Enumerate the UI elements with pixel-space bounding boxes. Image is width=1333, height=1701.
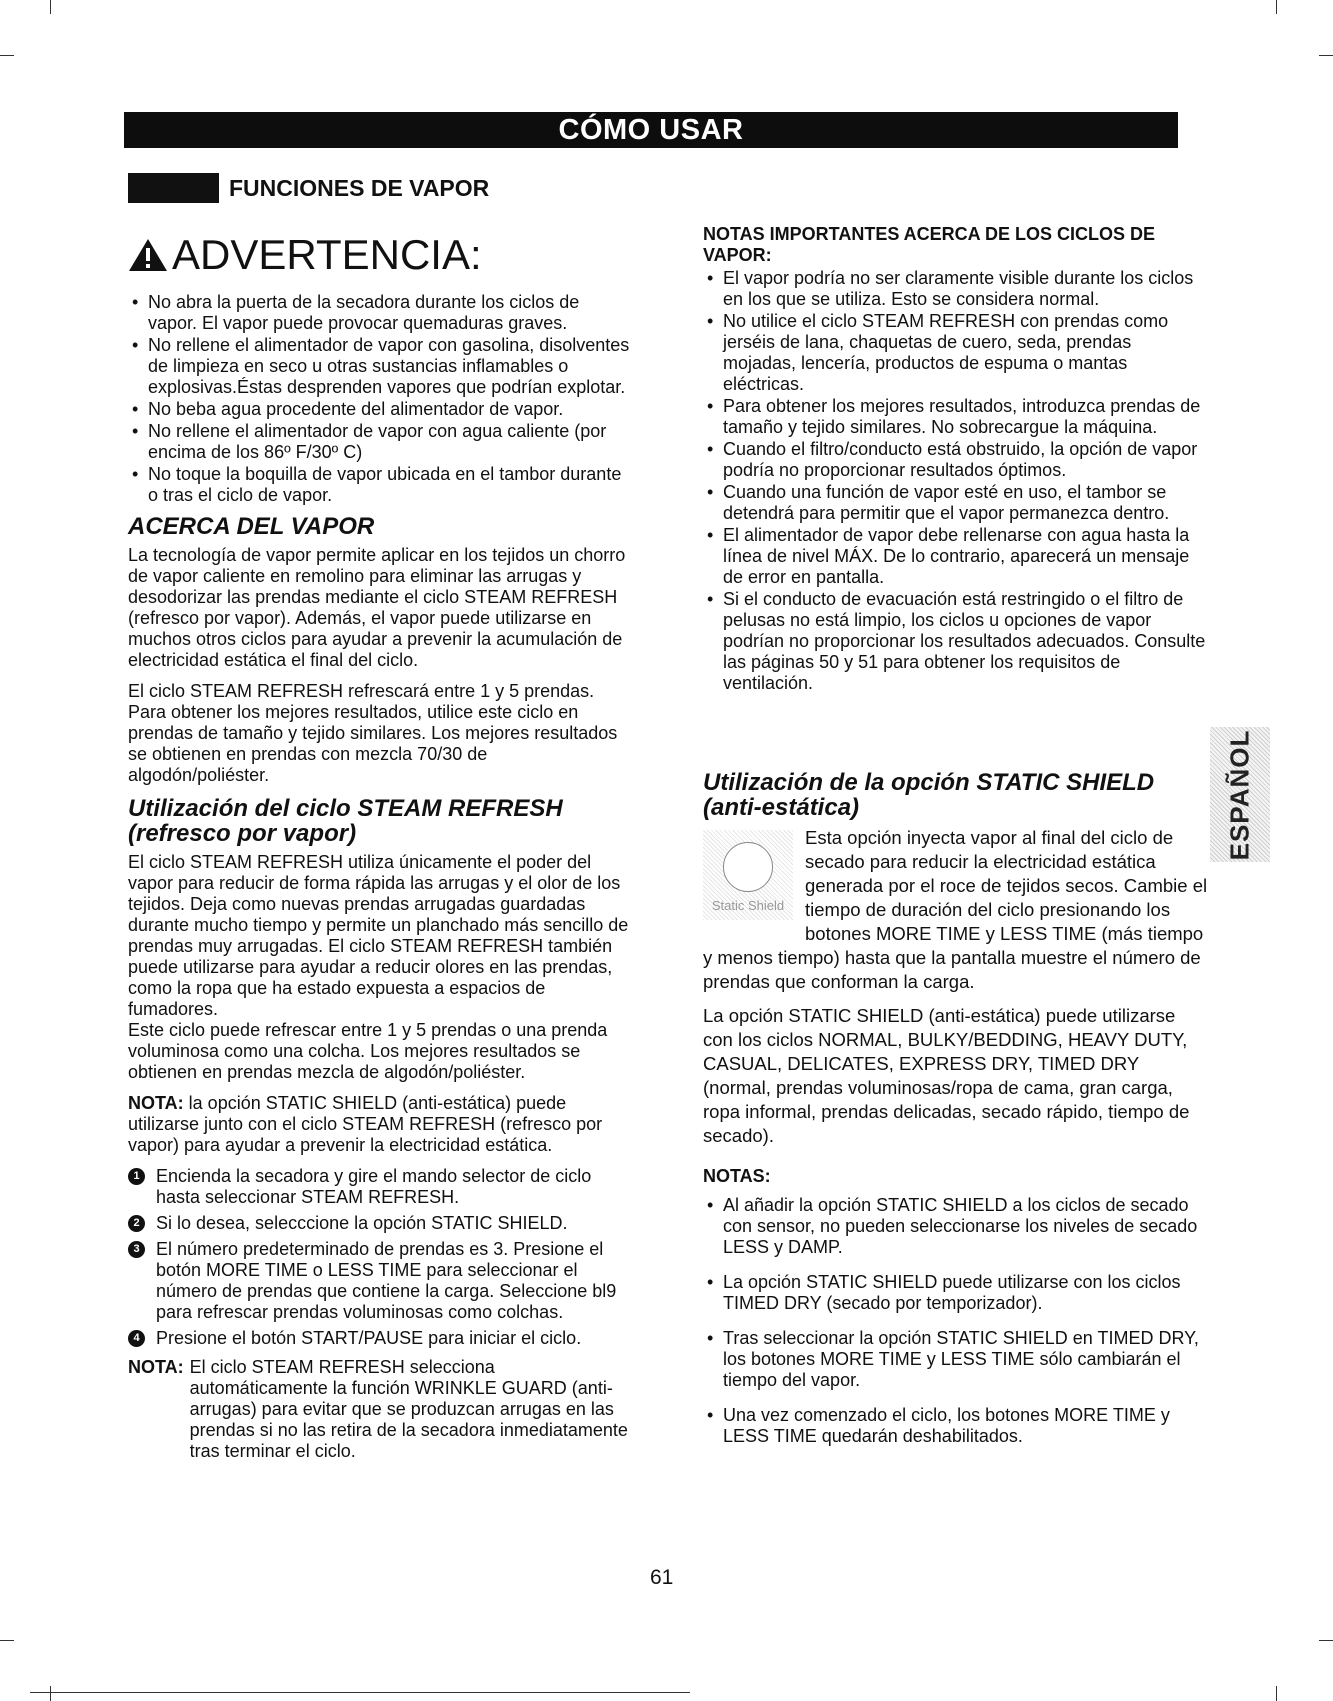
section-title: FUNCIONES DE VAPOR — [229, 174, 490, 201]
static-shield-paragraph: La opción STATIC SHIELD (anti-estática) puede utilizarse con los ciclos NORMAL, BULKY/BEDDING, HEAVY DUTY, CASUAL, DELICATES, EXPRESS DRY, TIMED DRY (normal, prendas voluminosas/ropa de cama, gran carga, ropa informal, prendas delicadas, secado rápido, tiempo de secado). — [703, 1005, 1190, 1146]
wrinkle-guard-note — [128, 1357, 632, 1462]
page-number: 61 — [650, 1566, 674, 1589]
page-banner: CÓMO USAR — [124, 112, 1178, 148]
note-item: • Si el conducto de evacuación está restringido o el filtro de pelusas no está limpio, los ciclos u opciones de vapor podrían no proporcionar los resultados adecuados. Consulte las páginas 50 y 51 para obtener los requisitos de ventilación. — [703, 589, 1208, 694]
static-shield-icon — [703, 830, 793, 920]
note-label: NOTA: — [128, 1357, 184, 1377]
warning-item: • No toque la boquilla de vapor ubicada en el tambor durante o tras el ciclo de vapor. — [128, 464, 632, 506]
note-item: • Cuando el filtro/conducto está obstruido, la opción de vapor podría no proporcionar resultados óptimos. — [703, 439, 1208, 481]
warning-heading — [128, 232, 632, 278]
steam-refresh-p2: Este ciclo puede refrescar entre 1 y 5 prendas o una prenda voluminosa como una colcha. Los mejores resultados se obtienen en prendas mezcla de algodón/poliéster. — [128, 1020, 608, 1082]
note-item: • Para obtener los mejores resultados, introduzca prendas de tamaño y tejido similares. No sobrecargue la máquina. — [703, 396, 1208, 438]
crop-mark — [1276, 0, 1277, 14]
left-column — [128, 232, 632, 1462]
static-shield-intro — [703, 826, 1208, 1004]
static-shield-icon-label: Static Shield — [711, 898, 785, 913]
step-text: Encienda la secadora y gire el mando selector de ciclo hasta seleccionar STEAM REFRESH. — [156, 1166, 592, 1207]
language-tab-label: ESPAÑOL — [1224, 729, 1255, 860]
static-shield-paragraph: Esta opción inyecta vapor al final del ciclo de secado para reducir la electricidad estática generada por el roce de tejidos secos. Cambie el tiempo de duración del ciclo presionando los botones MORE TIME y LESS TIME (más tiempo y menos tiempo) hasta que la pantalla muestre el número de prendas que conforman la carga. — [703, 827, 1208, 992]
right-column — [703, 224, 1208, 1461]
section-marker — [128, 173, 219, 203]
step-text: Si lo desea, selecccione la opción STATIC SHIELD. — [156, 1213, 568, 1233]
static-shield-notes — [703, 1195, 1208, 1447]
note-item: • El vapor podría no ser claramente visible durante los ciclos en los que se utiliza. Esto se considera normal. — [703, 268, 1208, 310]
steam-refresh-note — [128, 1093, 632, 1156]
note-text: El ciclo STEAM REFRESH selecciona automáticamente la función WRINKLE GUARD (anti-arrugas) para evitar que se produzcan arrugas en las prendas si no las retira de la secadora inmediatamente tras terminar el ciclo. — [189, 1357, 628, 1461]
step-text: El número predeterminado de prendas es 3. Presione el botón MORE TIME o LESS TIME para seleccionar el número de prendas que contiene la carga. Seleccione bl9 para refrescar prendas voluminosas como colchas. — [156, 1239, 617, 1322]
step-number: 3 — [128, 1241, 145, 1258]
static-shield-title: Utilización de la opción STATIC SHIELD (anti-estática) — [703, 769, 1155, 821]
note-item: • No utilice el ciclo STEAM REFRESH con prendas como jerséis de lana, chaquetas de cuero, seda, prendas mojadas, lencería, productos de espuma o mantas eléctricas. — [703, 311, 1208, 395]
important-notes-title: NOTAS IMPORTANTES ACERCA DE LOS CICLOS DE VAPOR: — [703, 224, 1156, 265]
note-item: • Una vez comenzado el ciclo, los botones MORE TIME y LESS TIME quedarán deshabilitados. — [703, 1405, 1208, 1447]
warning-triangle-icon — [128, 238, 168, 272]
step-number: 1 — [128, 1168, 145, 1185]
step-item — [128, 1328, 632, 1349]
note-item: • Al añadir la opción STATIC SHIELD a los ciclos de secado con sensor, no pueden seleccionarse los niveles de secado LESS y DAMP. — [703, 1195, 1208, 1258]
static-shield-circle — [723, 842, 773, 892]
bottom-rule — [30, 1692, 690, 1693]
notes-title: NOTAS: — [703, 1166, 771, 1186]
warning-title: ADVERTENCIA: — [172, 231, 482, 278]
crop-mark — [1276, 1686, 1277, 1701]
warning-item: • No rellene el alimentador de vapor con agua caliente (por encima de los 86º F/30º C) — [128, 421, 632, 463]
about-paragraph: El ciclo STEAM REFRESH refrescará entre 1 y 5 prendas. Para obtener los mejores resultados, utilice este ciclo en prendas de tamaño y tejido similares. Los mejores resultados se obtienen en prendas con mezcla 70/30 de algodón/poliéster. — [128, 681, 618, 785]
about-paragraph: La tecnología de vapor permite aplicar en los tejidos un chorro de vapor caliente en remolino para eliminar las arrugas y desodorizar las prendas mediante el ciclo STEAM REFRESH (refresco por vapor). Además, el vapor puede utilizarse en muchos otros ciclos para ayudar a prevenir la acumulación de electricidad estática el final del ciclo. — [128, 545, 626, 670]
note-item: • La opción STATIC SHIELD puede utilizarse con los ciclos TIMED DRY (secado por temporizador). — [703, 1272, 1208, 1314]
warning-item: • No abra la puerta de la secadora durante los ciclos de vapor. El vapor puede provocar quemaduras graves. — [128, 292, 632, 334]
crop-mark — [50, 0, 51, 14]
crop-mark — [50, 1686, 51, 1701]
steam-refresh-paragraph — [128, 852, 632, 1083]
steps-list — [128, 1166, 632, 1349]
step-number: 4 — [128, 1330, 145, 1347]
crop-mark — [0, 55, 14, 56]
steam-refresh-p1: El ciclo STEAM REFRESH utiliza únicamente el poder del vapor para reducir de forma rápida las arrugas y el olor de los tejidos. Deja como nuevas prendas arrugadas guardadas durante mucho tiempo y permite un planchado más sencillo de prendas muy arrugadas. El ciclo STEAM REFRESH también puede utilizarse para ayudar a reducir olores en las prendas, como la ropa que ha estado expuesta a espacios de fumadores. — [128, 852, 629, 1019]
note-label: NOTA: — [128, 1093, 184, 1113]
note-item: • Tras seleccionar la opción STATIC SHIELD en TIMED DRY, los botones MORE TIME y LESS TIME sólo cambiarán el tiempo del vapor. — [703, 1328, 1208, 1391]
crop-mark — [0, 1640, 14, 1641]
warning-item: • No rellene el alimentador de vapor con gasolina, disolventes de limpieza en seco u otras sustancias inflamables o explosivas.Éstas desprenden vapores que podrían explotar. — [128, 335, 632, 398]
warning-list — [128, 292, 632, 506]
note-item: • El alimentador de vapor debe rellenarse con agua hasta la línea de nivel MÁX. De lo contrario, aparecerá un mensaje de error en pantalla. — [703, 525, 1208, 588]
section-heading — [128, 173, 489, 203]
crop-mark — [1319, 1640, 1333, 1641]
language-tab — [1210, 727, 1270, 862]
steam-refresh-title: Utilización del ciclo STEAM REFRESH (refresco por vapor) — [128, 795, 563, 847]
step-number: 2 — [128, 1215, 145, 1232]
step-text: Presione el botón START/PAUSE para iniciar el ciclo. — [156, 1328, 582, 1348]
step-item — [128, 1239, 632, 1323]
about-title: ACERCA DEL VAPOR — [128, 513, 375, 540]
crop-mark — [1319, 55, 1333, 56]
warning-item: • No beba agua procedente del alimentador de vapor. — [128, 399, 632, 420]
important-notes-list — [703, 268, 1208, 694]
step-item — [128, 1166, 632, 1208]
note-item: • Cuando una función de vapor esté en uso, el tambor se detendrá para permitir que el vapor permanezca dentro. — [703, 482, 1208, 524]
step-item — [128, 1213, 632, 1234]
note-text: la opción STATIC SHIELD (anti-estática) puede utilizarse junto con el ciclo STEAM REFRESH (refresco por vapor) para ayudar a prevenir la electricidad estática. — [128, 1093, 603, 1155]
